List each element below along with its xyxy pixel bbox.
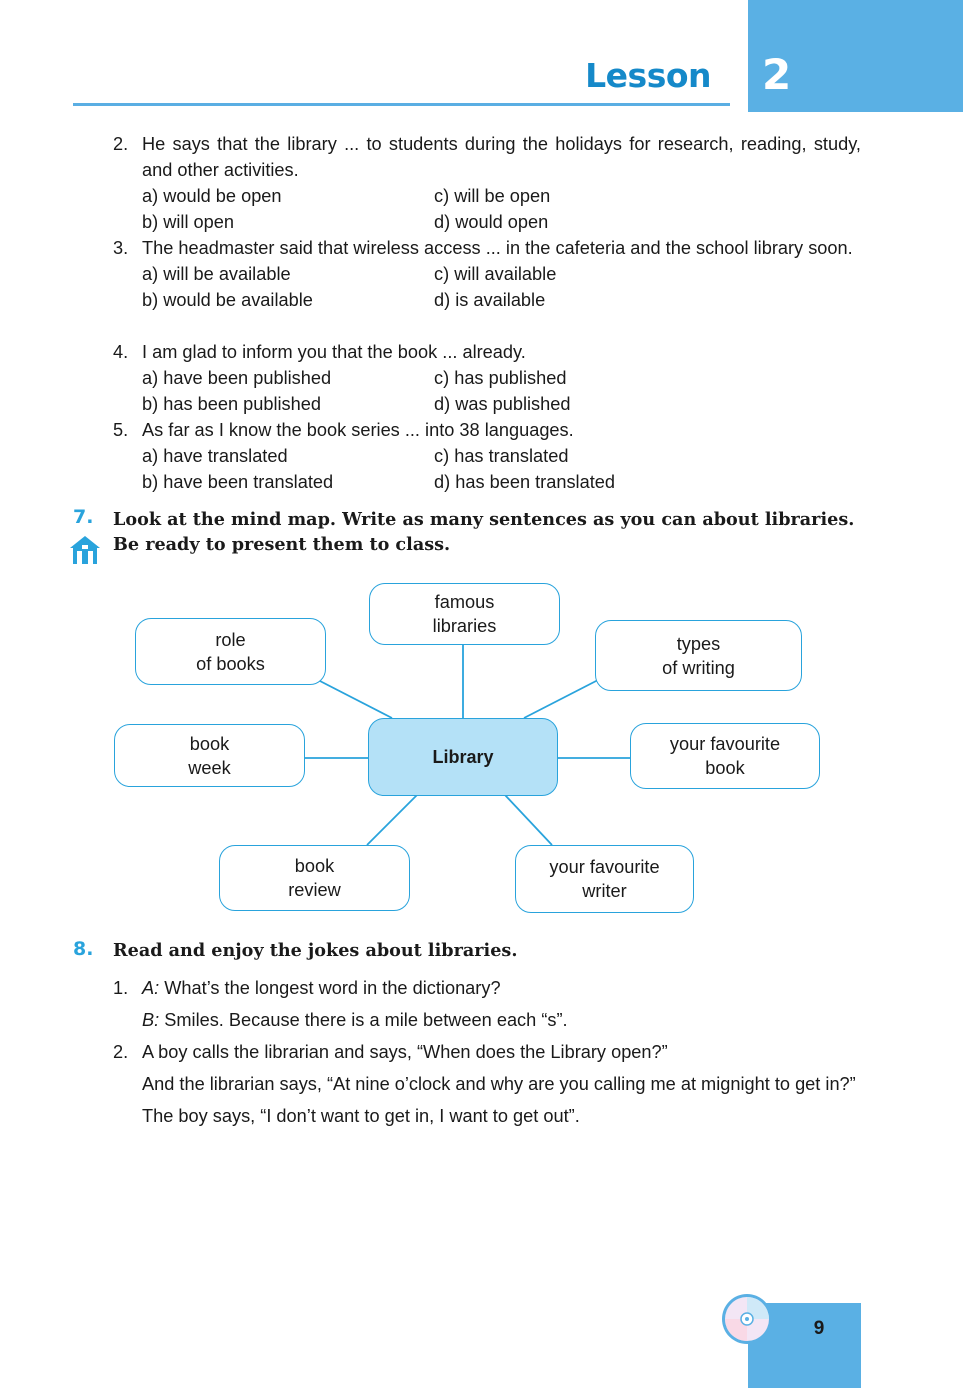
option-d: d) has been translated — [434, 472, 615, 492]
house-icon — [69, 535, 101, 565]
option-b: b) have been translated — [142, 472, 334, 492]
option-c: c) will available — [434, 264, 557, 284]
connector-your-favourite-writer — [505, 795, 552, 845]
mindmap-center-label: Library — [432, 747, 494, 767]
question-number: 3. — [113, 238, 129, 258]
option-c: c) will be open — [434, 186, 551, 206]
mindmap-node-famous-libraries — [369, 583, 560, 645]
option-c: c) has published — [434, 368, 567, 388]
mindmap-node-types-of-writing — [595, 620, 802, 691]
line-b: Smiles. Because there is a mile between each “s”. — [159, 1010, 568, 1030]
question-stem: He says that the library ... to students during the holidays for research, reading, study, and other activities. — [142, 134, 861, 180]
joke-2 — [113, 1039, 863, 1129]
question-number: 2. — [113, 134, 129, 154]
answer-options — [142, 183, 861, 235]
page-number: 9 — [813, 1318, 825, 1339]
mindmap-node-role-of-books — [135, 618, 326, 685]
question-number: 4. — [113, 342, 129, 362]
option-d: d) was published — [434, 394, 571, 414]
lesson-title: Lesson — [585, 56, 711, 95]
exercise-8-number: 8. — [73, 938, 94, 960]
question-number: 5. — [113, 420, 129, 440]
mindmap-node-book-review — [219, 845, 410, 911]
node-label: famous libraries — [432, 592, 497, 636]
speaker-a: A: — [142, 978, 160, 998]
joke-line: And the librarian says, “At nine o’clock and why are you calling me at mignight to get in?” — [142, 1074, 856, 1094]
exercise-7-number: 7. — [73, 506, 94, 528]
joke-number: 1. — [113, 978, 129, 998]
question-stem: As far as I know the book series ... into 38 languages. — [142, 420, 574, 440]
option-b: b) has been published — [142, 394, 321, 414]
joke-number: 2. — [113, 1042, 129, 1062]
joke-1 — [113, 975, 863, 1033]
mindmap-node-your-favourite-book — [630, 723, 820, 789]
line-a: What’s the longest word in the dictionary? — [159, 978, 501, 998]
node-label: types of writing — [662, 633, 735, 678]
node-label: role of books — [196, 629, 265, 674]
exercise-8-instruction: Read and enjoy the jokes about libraries. — [113, 940, 518, 961]
answer-options — [142, 261, 861, 313]
header-rule — [73, 103, 730, 106]
option-a: a) have been published — [142, 368, 332, 388]
question-2 — [113, 131, 861, 235]
connector-book-review — [367, 795, 417, 845]
answer-options — [142, 365, 861, 417]
option-a: a) have translated — [142, 446, 288, 466]
connector-types-of-writing — [524, 680, 598, 718]
mindmap-node-book-week — [114, 724, 305, 787]
option-b: b) will open — [142, 212, 234, 232]
question-3 — [113, 235, 861, 313]
mindmap-node-your-favourite-writer — [515, 845, 694, 913]
option-c: c) has translated — [434, 446, 569, 466]
option-d: d) is available — [434, 290, 546, 310]
question-4 — [113, 339, 861, 417]
option-d: d) would open — [434, 212, 549, 232]
option-a: a) will be available — [142, 264, 291, 284]
answer-options — [142, 443, 861, 495]
node-label: your favourite writer — [549, 857, 660, 901]
question-stem: The headmaster said that wireless access ... in the cafeteria and the school library soon. — [142, 238, 853, 258]
joke-line — [142, 1007, 863, 1033]
joke-line: A boy calls the librarian and says, “When does the Library open?” — [142, 1042, 668, 1062]
node-label: book week — [188, 733, 231, 778]
mindmap-center-library — [368, 718, 558, 796]
option-a: a) would be open — [142, 186, 282, 206]
question-5 — [113, 417, 861, 495]
option-b: b) would be available — [142, 290, 313, 310]
speaker-b: B: — [142, 1010, 160, 1030]
joke-line: The boy says, “I don’t want to get in, I want to get out”. — [142, 1106, 580, 1126]
node-label: book review — [288, 856, 341, 900]
exercise-7-instruction: Look at the mind map. Write as many sentences as you can about libraries. Be ready to present them to class. — [113, 509, 855, 555]
connector-role-of-books — [318, 680, 392, 718]
joke-line — [142, 975, 863, 1001]
question-stem: I am glad to inform you that the book ... already. — [142, 342, 526, 362]
lesson-number: 2 — [762, 50, 792, 99]
node-label: your favourite book — [669, 734, 781, 778]
